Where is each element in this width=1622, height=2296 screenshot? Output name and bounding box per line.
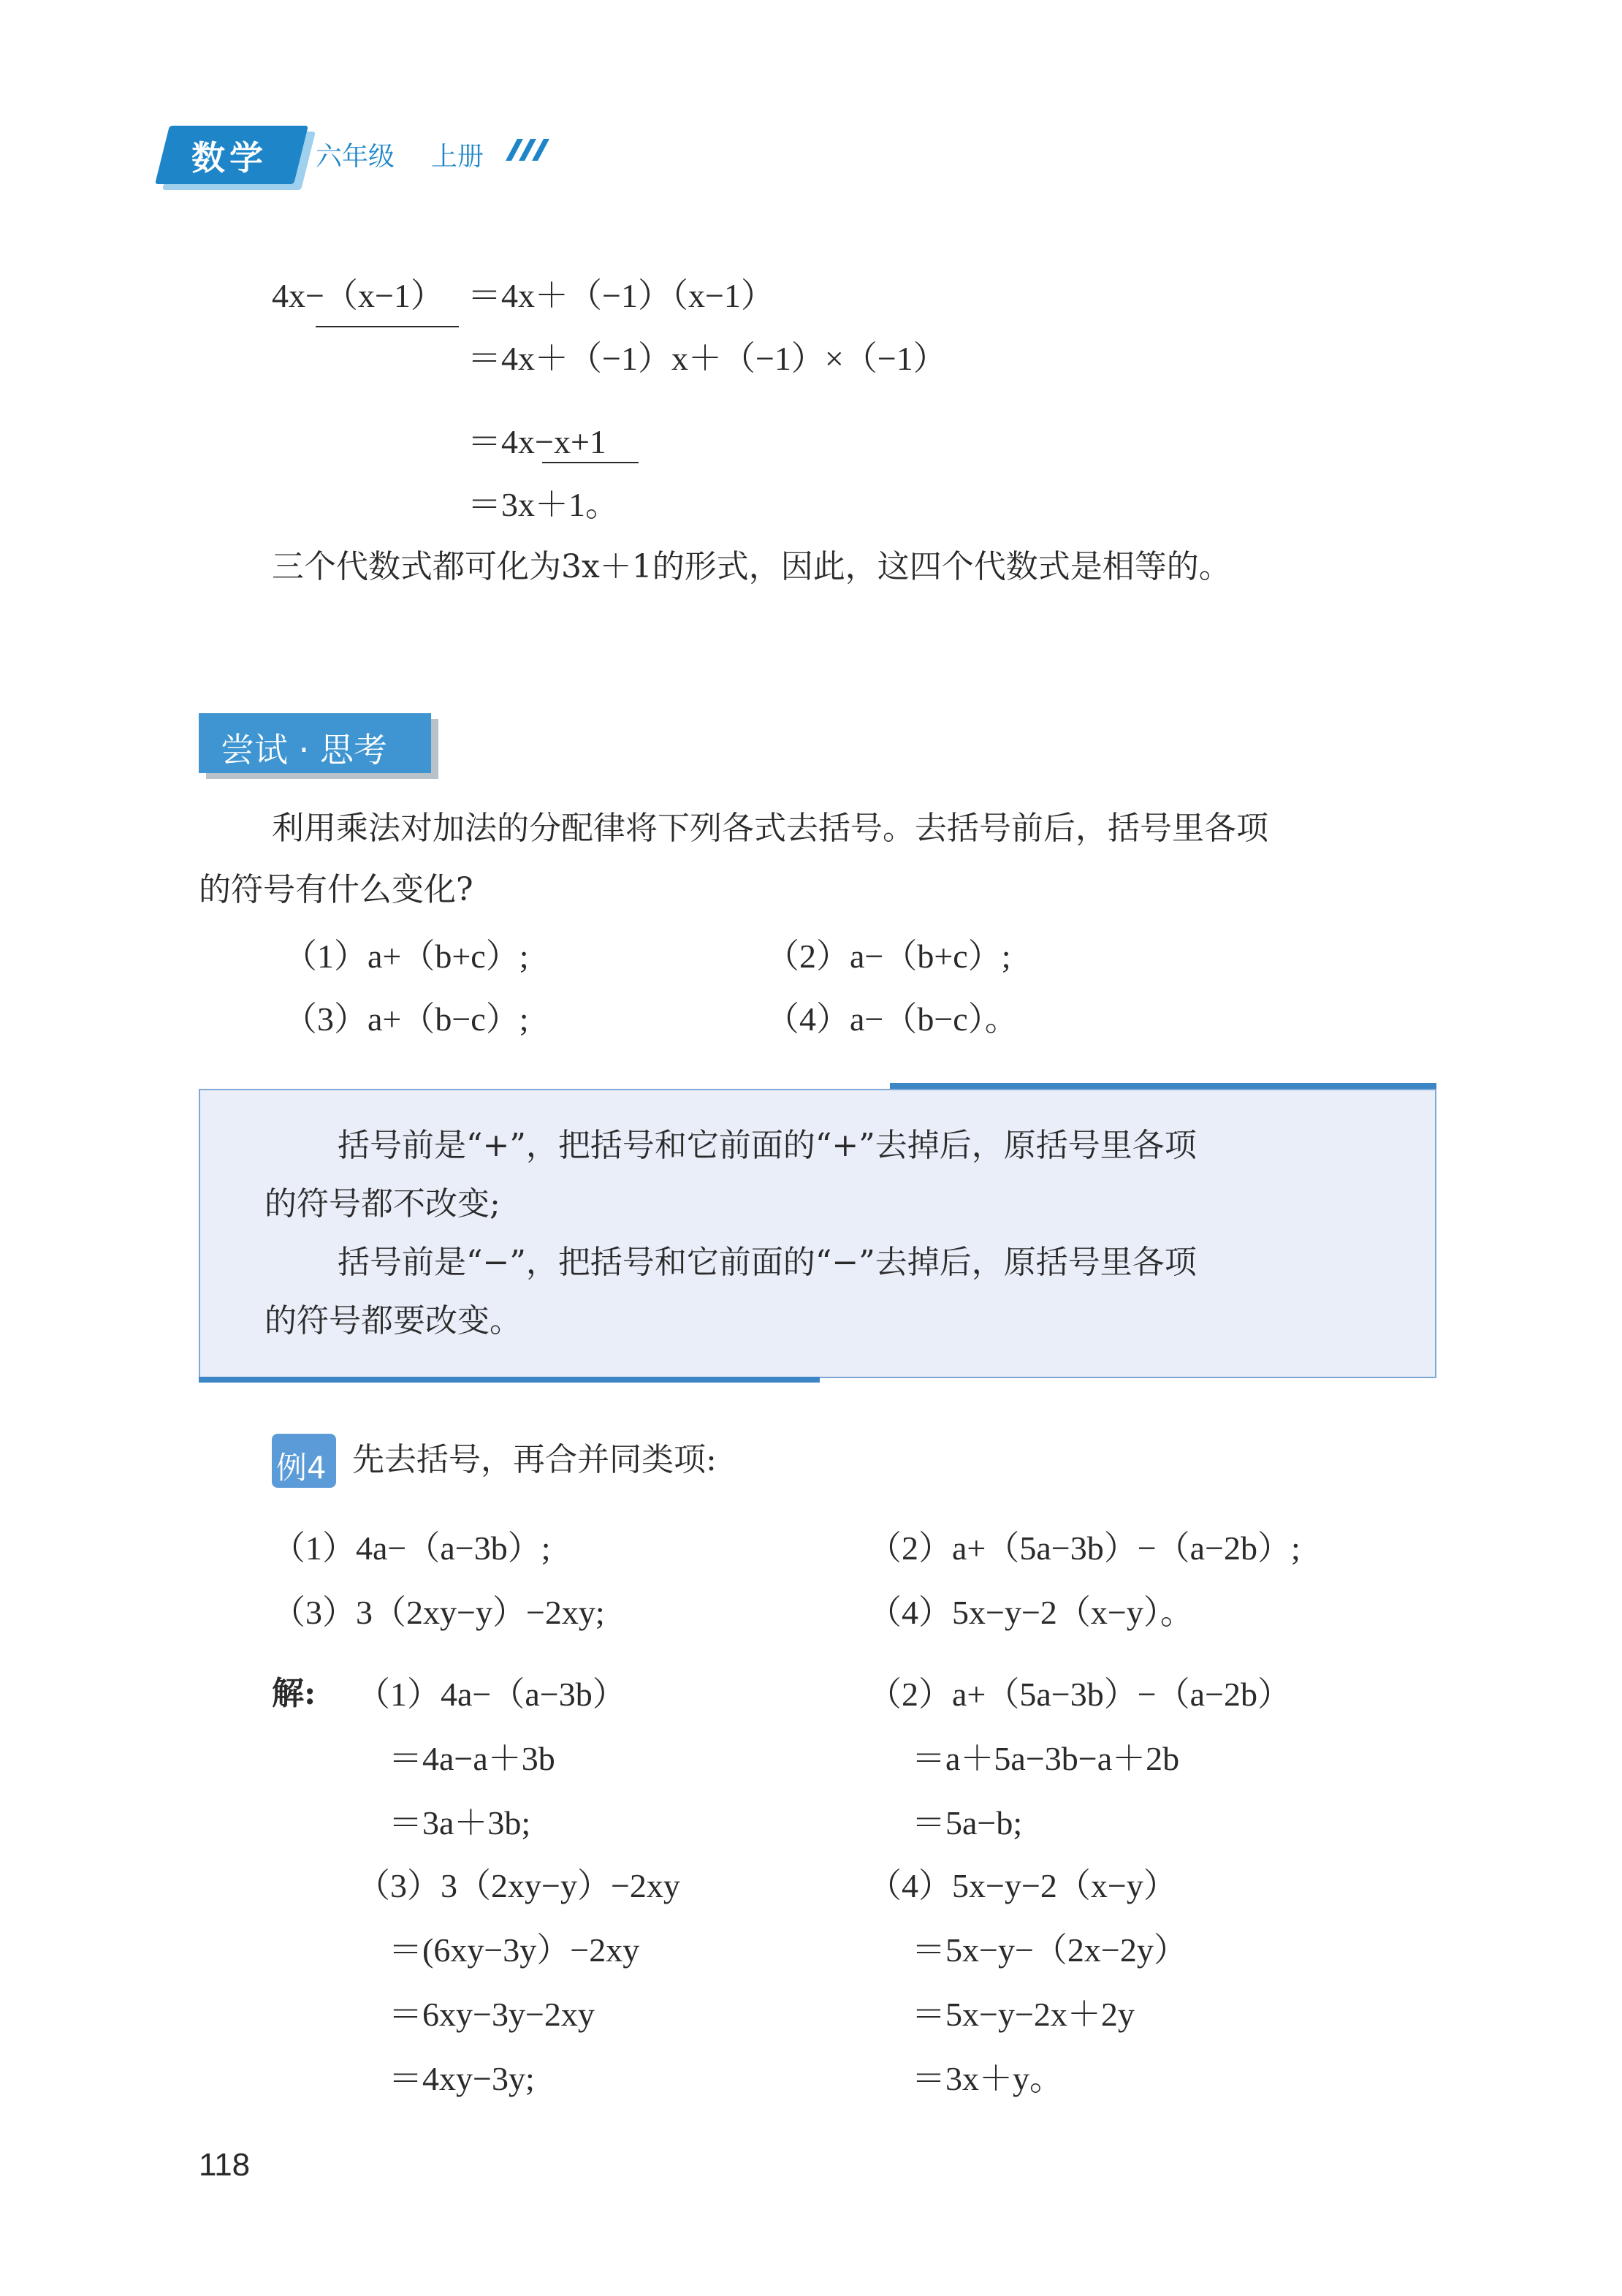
- header-grade: 六年级: [316, 142, 395, 172]
- derivation-line4: ＝3x＋1。: [468, 486, 619, 523]
- sol3-line2: ＝(6xy−3y）−2xy: [389, 1931, 640, 1969]
- derivation-underline-2: [542, 462, 639, 463]
- try-think-item-2: （2）a−（b+c）;: [766, 938, 1011, 975]
- rule-box-bottom-bar: [199, 1377, 820, 1383]
- rule-p2-line2: 的符号都要改变。: [264, 1302, 522, 1339]
- header-subject: 数学: [191, 138, 267, 178]
- sol3-line3: ＝6xy−3y−2xy: [389, 1996, 595, 2033]
- sol3-line1: （3）3（2xy−y）−2xy: [357, 1867, 680, 1904]
- try-think-item-4: （4）a−（b−c）。: [766, 1000, 1018, 1038]
- derivation-conclusion: 三个代数式都可化为3x＋1的形式，因此，这四个代数式是相等的。: [272, 548, 1231, 585]
- example-problem-2: （2）a+（5a−3b）−（a−2b）;: [868, 1529, 1301, 1567]
- example-title: 先去括号，再合并同类项:: [352, 1441, 717, 1478]
- sol2-line1: （2）a+（5a−3b）−（a−2b）: [868, 1676, 1292, 1713]
- header-slash-icon: [532, 139, 549, 161]
- derivation-line3: ＝4x−x+1: [468, 423, 606, 460]
- sol4-line2: ＝5x−y−（2x−2y）: [912, 1931, 1187, 1969]
- sol2-line3: ＝5a−b;: [912, 1804, 1023, 1841]
- try-think-prompt-line2: 的符号有什么变化?: [199, 871, 473, 908]
- example-problem-3: （3）3（2xy−y）−2xy;: [272, 1594, 605, 1631]
- page-number: 118: [199, 2147, 251, 2183]
- sol2-line2: ＝a＋5a−3b−a＋2b: [912, 1740, 1180, 1777]
- derivation-line2: ＝4x＋（−1）x＋（−1）×（−1）: [468, 340, 947, 377]
- sol1-line1: （1）4a−（a−3b）: [357, 1676, 626, 1713]
- rule-box-top-bar: [890, 1083, 1436, 1089]
- derivation-line1-right: ＝4x＋（−1）（x−1）: [468, 277, 774, 314]
- try-think-prompt-line1: 利用乘法对加法的分配律将下列各式去括号。去括号前后，括号里各项: [272, 810, 1268, 847]
- rule-p1-line2: 的符号都不改变;: [264, 1185, 500, 1223]
- derivation-line1-left: 4x−（x−1）: [272, 277, 444, 314]
- rule-p2-line1: 括号前是“−”，把括号和它前面的“−”去掉后，原括号里各项: [338, 1244, 1197, 1281]
- header-volume: 上册: [431, 142, 484, 172]
- solution-label: 解:: [272, 1675, 316, 1712]
- sol1-line3: ＝3a＋3b;: [389, 1804, 531, 1841]
- try-think-item-1: （1）a+（b+c）;: [283, 938, 529, 975]
- try-think-item-3: （3）a+（b−c）;: [283, 1000, 529, 1038]
- sol4-line1: （4）5x−y−2（x−y）: [868, 1867, 1177, 1904]
- sol3-line4: ＝4xy−3y;: [389, 2060, 535, 2097]
- example-label: 例4: [276, 1450, 327, 1486]
- try-think-tag-label: 尝试 · 思考: [221, 730, 387, 769]
- example-problem-1: （1）4a−（a−3b）;: [272, 1529, 551, 1567]
- rule-p1-line1: 括号前是“+”，把括号和它前面的“+”去掉后，原括号里各项: [338, 1127, 1197, 1164]
- example-problem-4: （4）5x−y−2（x−y）。: [868, 1594, 1194, 1631]
- derivation-underline-1: [316, 326, 459, 327]
- sol1-line2: ＝4a−a＋3b: [389, 1740, 555, 1777]
- sol4-line4: ＝3x＋y。: [912, 2060, 1063, 2097]
- sol4-line3: ＝5x−y−2x＋2y: [912, 1996, 1135, 2033]
